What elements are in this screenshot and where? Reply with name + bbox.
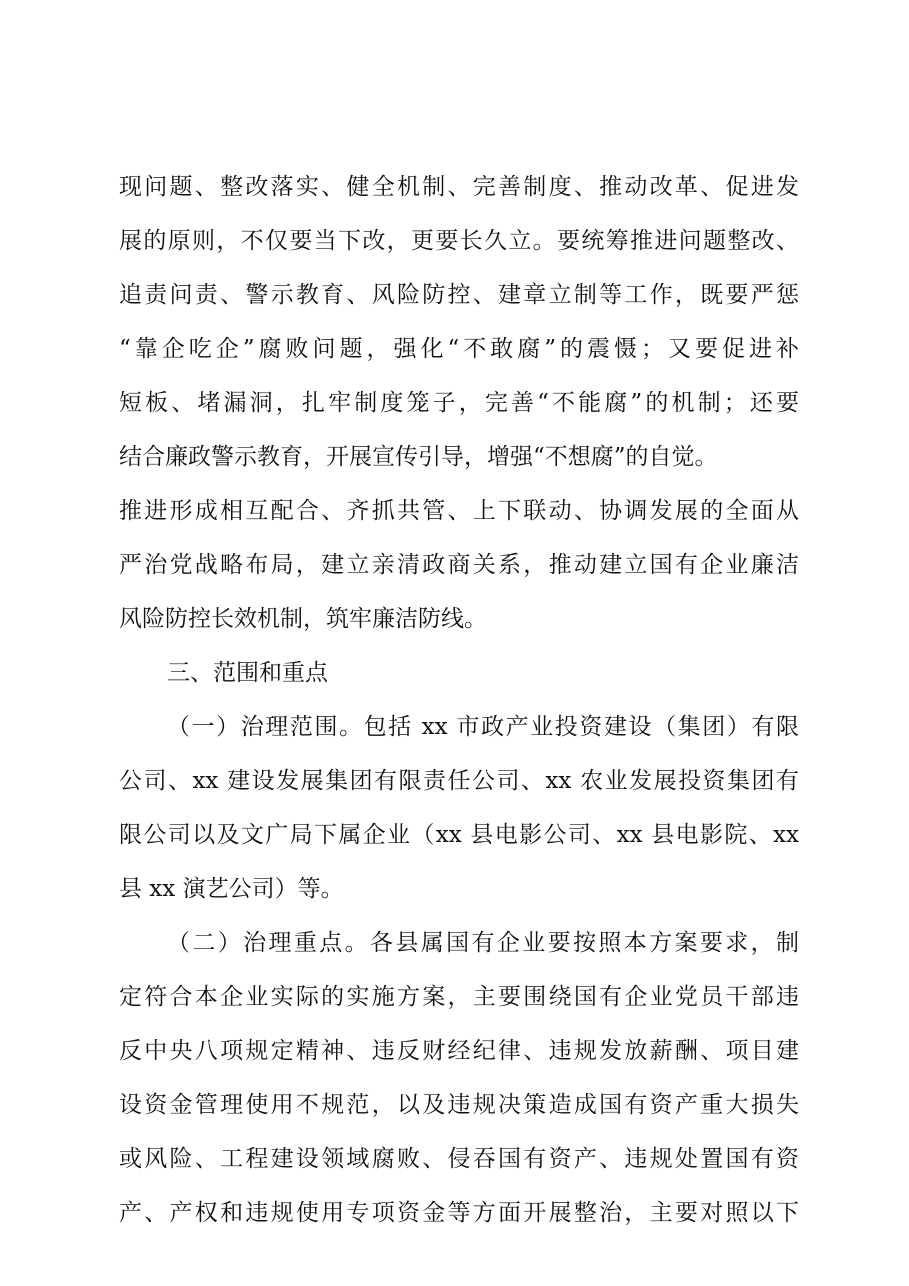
- text-line: （一）治理范围。包括 xx 市政产业投资建设（集团）有限: [167, 714, 799, 740]
- text-line: 限公司以及文广局下属企业（xx 县电影公司、xx 县电影院、xx: [119, 822, 799, 848]
- text-line: 公司、xx 建设发展集团有限责任公司、xx 农业发展投资集团有: [119, 768, 799, 794]
- text-line: 反中央八项规定精神、违反财经纪律、违规发放薪酬、项目建: [119, 1038, 799, 1064]
- text-line: 县 xx 演艺公司）等。: [119, 876, 344, 902]
- text-line: “靠企吃企”腐败问题，强化“不敢腐”的震慑；又要促进补: [119, 336, 799, 362]
- section-heading: 三、范围和重点: [167, 660, 328, 686]
- text-line: 严治党战略布局，建立亲清政商关系，推动建立国有企业廉洁: [119, 552, 799, 578]
- text-line: 产、产权和违规使用专项资金等方面开展整治，主要对照以下: [119, 1200, 799, 1226]
- text-line: 展的原则，不仅要当下改，更要长久立。要统筹推进问题整改、: [119, 228, 799, 254]
- text-line: 追责问责、警示教育、风险防控、建章立制等工作，既要严惩: [119, 282, 799, 308]
- text-line: 定符合本企业实际的实施方案，主要围绕国有企业党员干部违: [119, 984, 799, 1010]
- text-line: 设资金管理使用不规范，以及违规决策造成国有资产重大损失: [119, 1092, 799, 1118]
- text-line: 现问题、整改落实、健全机制、完善制度、推动改革、促进发: [119, 174, 799, 200]
- text-line: 推进形成相互配合、齐抓共管、上下联动、协调发展的全面从: [119, 498, 799, 524]
- text-line: 结合廉政警示教育，开展宣传引导，增强“不想腐”的自觉。: [119, 444, 718, 470]
- text-line: 短板、堵漏洞，扎牢制度笼子，完善“不能腐”的机制；还要: [119, 390, 799, 416]
- text-line: （二）治理重点。各县属国有企业要按照本方案要求，制: [167, 930, 799, 956]
- text-line: 或风险、工程建设领域腐败、侵吞国有资产、违规处置国有资: [119, 1146, 799, 1172]
- text-line: 风险防控长效机制，筑牢廉洁防线。: [119, 606, 487, 632]
